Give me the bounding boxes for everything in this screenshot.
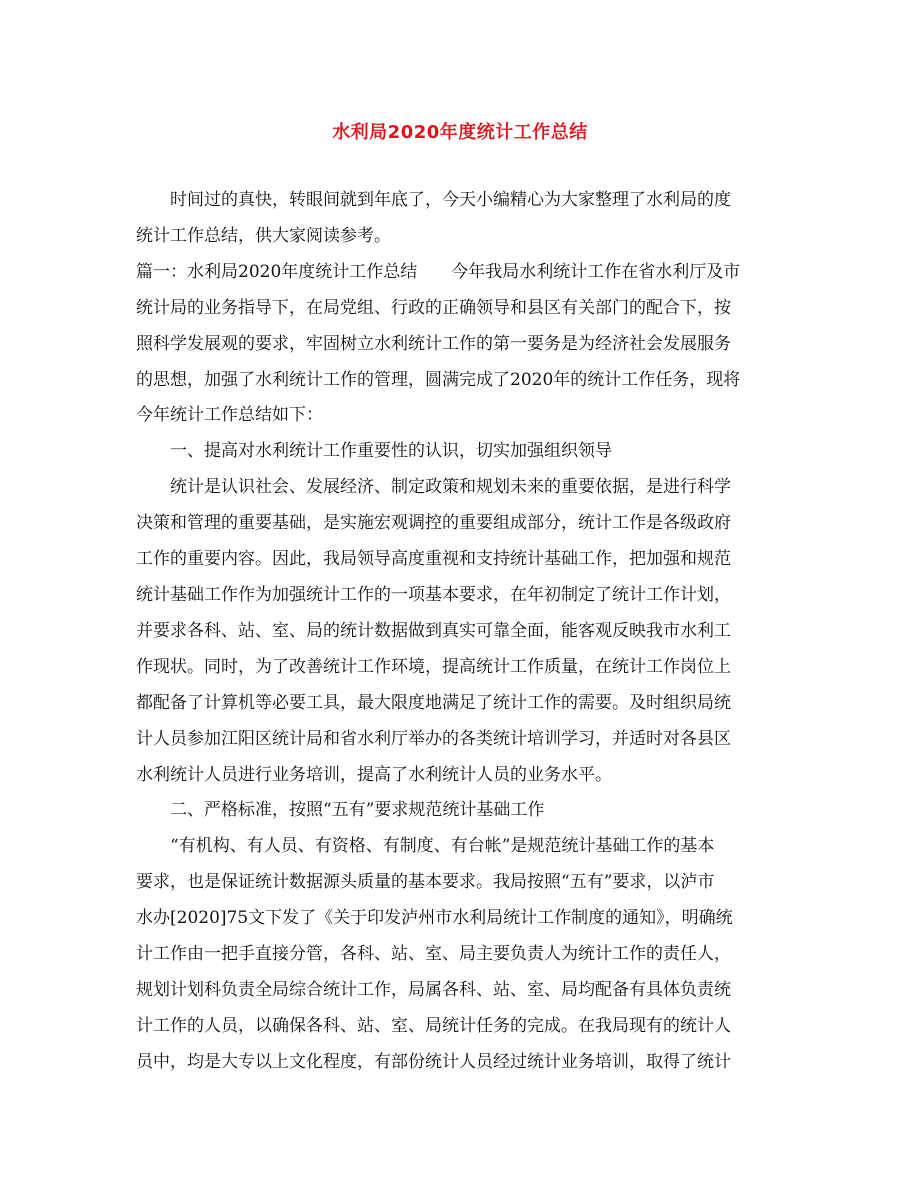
body-line: 员中，均是大专以上文化程度，有部份统计人员经过统计业务培训，取得了统计 [136, 1051, 731, 1072]
body-line: 篇一：水利局2020年度统计工作总结 今年我局水利统计工作在省水利厅及市 [136, 261, 741, 282]
body-line: 计人员参加江阳区统计局和省水利厅举办的各类统计培训学习，并适时对各县区 [136, 728, 731, 749]
body-line: 计工作的人员，以确保各科、站、室、局统计任务的完成。在我局现有的统计人 [136, 1015, 731, 1036]
body-line: 工作的重要内容。因此，我局领导高度重视和支持统计基础工作，把加强和规范 [136, 549, 731, 570]
body-line: 一、提高对水利统计工作重要性的认识，切实加强组织领导 [170, 441, 612, 462]
body-line: 的思想，加强了水利统计工作的管理，圆满完成了2020年的统计工作任务，现将 [136, 369, 741, 390]
body-line: 二、严格标准，按照“五有”要求规范统计基础工作 [170, 800, 545, 821]
body-line: 照科学发展观的要求，牢固树立水利统计工作的第一要务是为经济社会发展服务 [136, 333, 731, 354]
body-line: 并要求各科、站、室、局的统计数据做到真实可靠全面，能客观反映我市水利工 [136, 620, 731, 641]
body-line: 统计基础工作作为加强统计工作的一项基本要求，在年初制定了统计工作计划， [136, 584, 731, 605]
body-line: 决策和管理的重要基础，是实施宏观调控的重要组成部分，统计工作是各级政府 [136, 513, 731, 534]
body-line: 计工作由一把手直接分管，各科、站、室、局主要负责人为统计工作的责任人， [136, 944, 731, 965]
body-line: 水办[2020]75文下发了《关于印发泸州市水利局统计工作制度的通知》，明确统 [136, 908, 733, 929]
body-line: 规划计划科负责全局综合统计工作，局属各科、站、室、局均配备有具体负责统 [136, 979, 731, 1000]
document-title: 水利局2020年度统计工作总结 [332, 122, 588, 143]
body-line: 今年统计工作总结如下： [136, 405, 323, 426]
document-body [136, 183, 784, 1081]
body-line: 时间过的真快，转眼间就到年底了，今天小编精心为大家整理了水利局的度 [170, 190, 731, 210]
body-line: 统计是认识社会、发展经济、制定政策和规划未来的重要依据，是进行科学 [170, 477, 731, 498]
body-line: 都配备了计算机等必要工具，最大限度地满足了统计工作的需要。及时组织局统 [136, 692, 731, 713]
body-line: 统计局的业务指导下，在局党组、行政的正确领导和县区有关部门的配合下，按 [136, 297, 731, 318]
body-line: 要求，也是保证统计数据源头质量的基本要求。我局按照“五有”要求，以泸市 [136, 872, 715, 893]
body-line: 水利统计人员进行业务培训，提高了水利统计人员的业务水平。 [136, 764, 612, 785]
body-line: 作现状。同时，为了改善统计工作环境，提高统计工作质量，在统计工作岗位上 [136, 656, 731, 677]
body-line: 统计工作总结，供大家阅读参考。 [136, 225, 391, 246]
body-line: “有机构、有人员、有资格、有制度、有台帐”是规范统计基础工作的基本 [170, 836, 715, 857]
